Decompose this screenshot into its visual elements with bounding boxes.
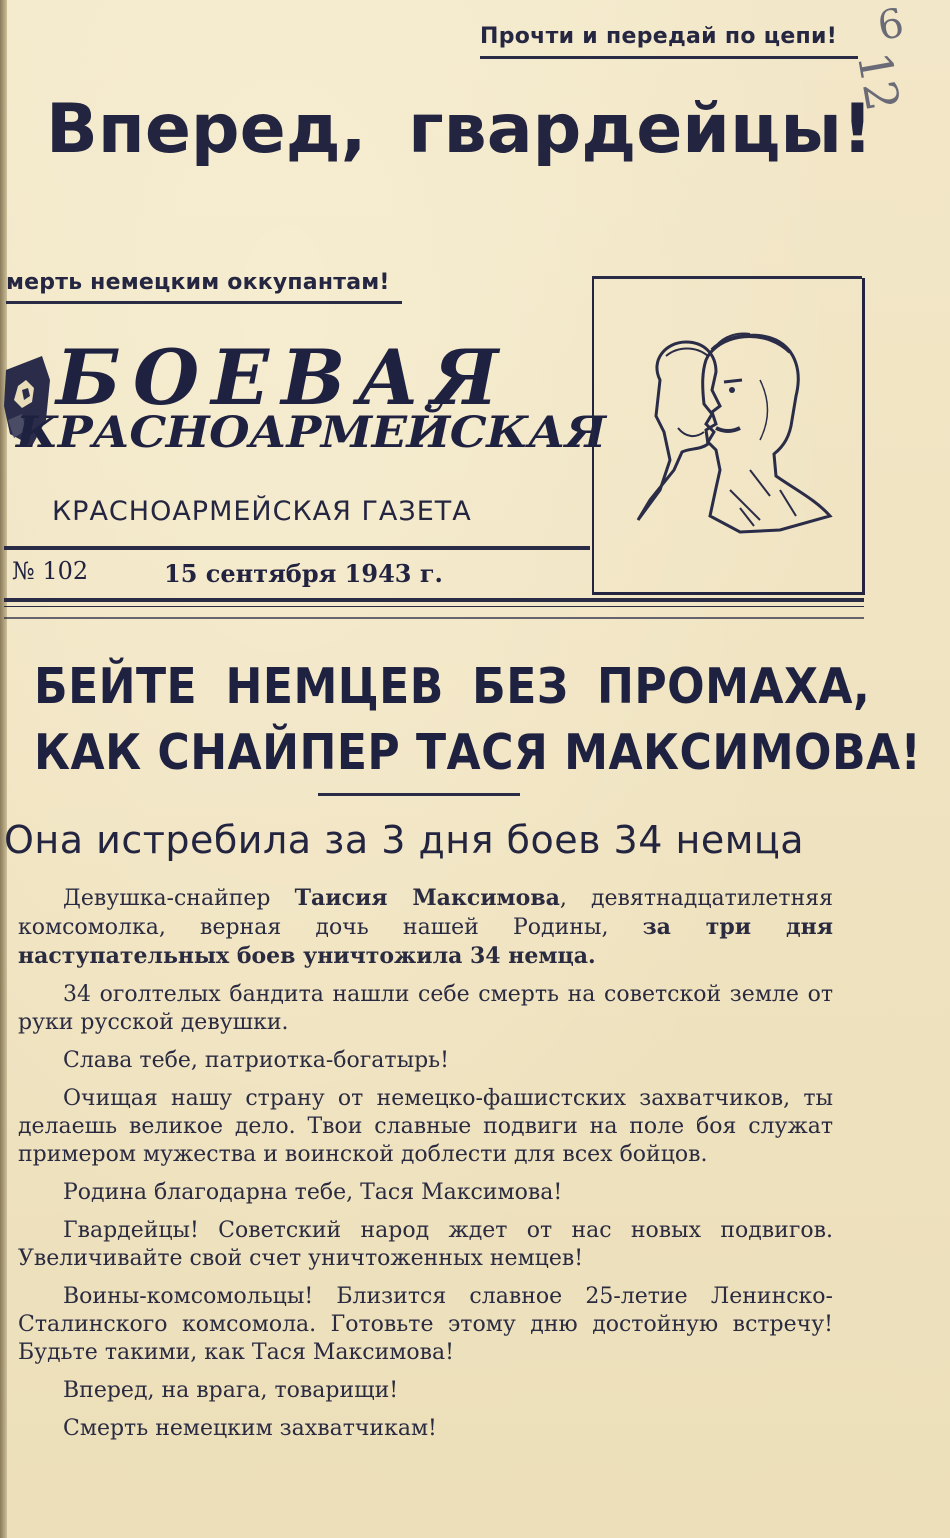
issue-date: 15 сентября 1943 г.	[164, 559, 443, 588]
main-headline: Вперед, гвардейцы!	[46, 90, 873, 169]
lead-text-part: , девятнадцатилетняя комсомолка, верная дочь нашей Родины,	[18, 886, 833, 940]
masthead-subtitle: КРАСНОАРМЕЙСКАЯ ГАЗЕТА	[52, 496, 472, 527]
masthead-rule-upper	[4, 546, 590, 550]
masthead-rule-lower-thick	[4, 598, 864, 602]
portrait-frame-top	[592, 276, 862, 279]
article-paragraph: Воины-комсомольцы! Близится славное 25-летие Ленинско-Сталинского комсомола. Готовьте этому дню достойную встречу! Будьте такими, как Тася Максимова!	[18, 1284, 833, 1365]
handwritten-mark-6: 6	[874, 0, 908, 50]
article-paragraph: Смерть немецким захватчикам!	[63, 1416, 437, 1441]
lead-text-part: Девушка-снайпер	[63, 886, 295, 911]
page-left-edge	[0, 0, 7, 1538]
article-paragraph: 34 оголтелых бандита нашли себе смерть на советской земле от руки русской девушки.	[18, 982, 833, 1035]
masthead-rule-lower-extra	[4, 617, 864, 619]
article-headline-divider	[318, 793, 520, 796]
article-paragraph: Очищая нашу страну от немецко-фашистских захватчиков, ты делаешь великое дело. Твои славные подвиги на поле боя служат примером мужества и воинской доблести для всех бойцов.	[18, 1086, 833, 1167]
article-subheadline: Она истребила за 3 дня боев 34 немца	[4, 818, 805, 862]
top-slogan-underline	[480, 56, 858, 59]
article-paragraph: Родина благодарна тебе, Тася Максимова!	[63, 1180, 563, 1205]
issue-number: № 102	[12, 557, 89, 585]
article-headline-line2: КАК СНАЙПЕР ТАСЯ МАКСИМОВА!	[34, 724, 922, 781]
masthead-slogan: мерть немецким оккупантам!	[6, 270, 390, 295]
article-paragraph: Гвардейцы! Советский народ ждет от нас новых подвигов. Увеличивайте свой счет уничтоженных немцев!	[18, 1218, 833, 1271]
masthead-title-line1: БОЕВАЯ	[56, 333, 511, 422]
top-slogan: Прочти и передай по цепи!	[480, 24, 838, 49]
article-body	[18, 884, 833, 1453]
article-paragraph: Слава тебе, патриотка-богатырь!	[63, 1048, 449, 1073]
article-paragraph-lead	[18, 884, 833, 971]
masthead-slogan-underline	[6, 301, 402, 304]
leader-portraits-illustration	[620, 320, 840, 540]
lead-name-bold: Таисия Максимова	[294, 885, 560, 911]
lead-fact-bold: за три дня наступательных боев уничтожила 34 немца.	[18, 914, 833, 969]
article-headline-line1: БЕЙТЕ НЕМЦЕВ БЕЗ ПРОМАХА,	[34, 658, 871, 715]
masthead-rule-lower-thin	[4, 606, 864, 607]
masthead-title-line2: КРАСНОАРМЕЙСКАЯ	[16, 408, 606, 458]
handwritten-mark-12: 12	[846, 48, 911, 116]
article-paragraph: Вперед, на врага, товарищи!	[63, 1378, 399, 1403]
